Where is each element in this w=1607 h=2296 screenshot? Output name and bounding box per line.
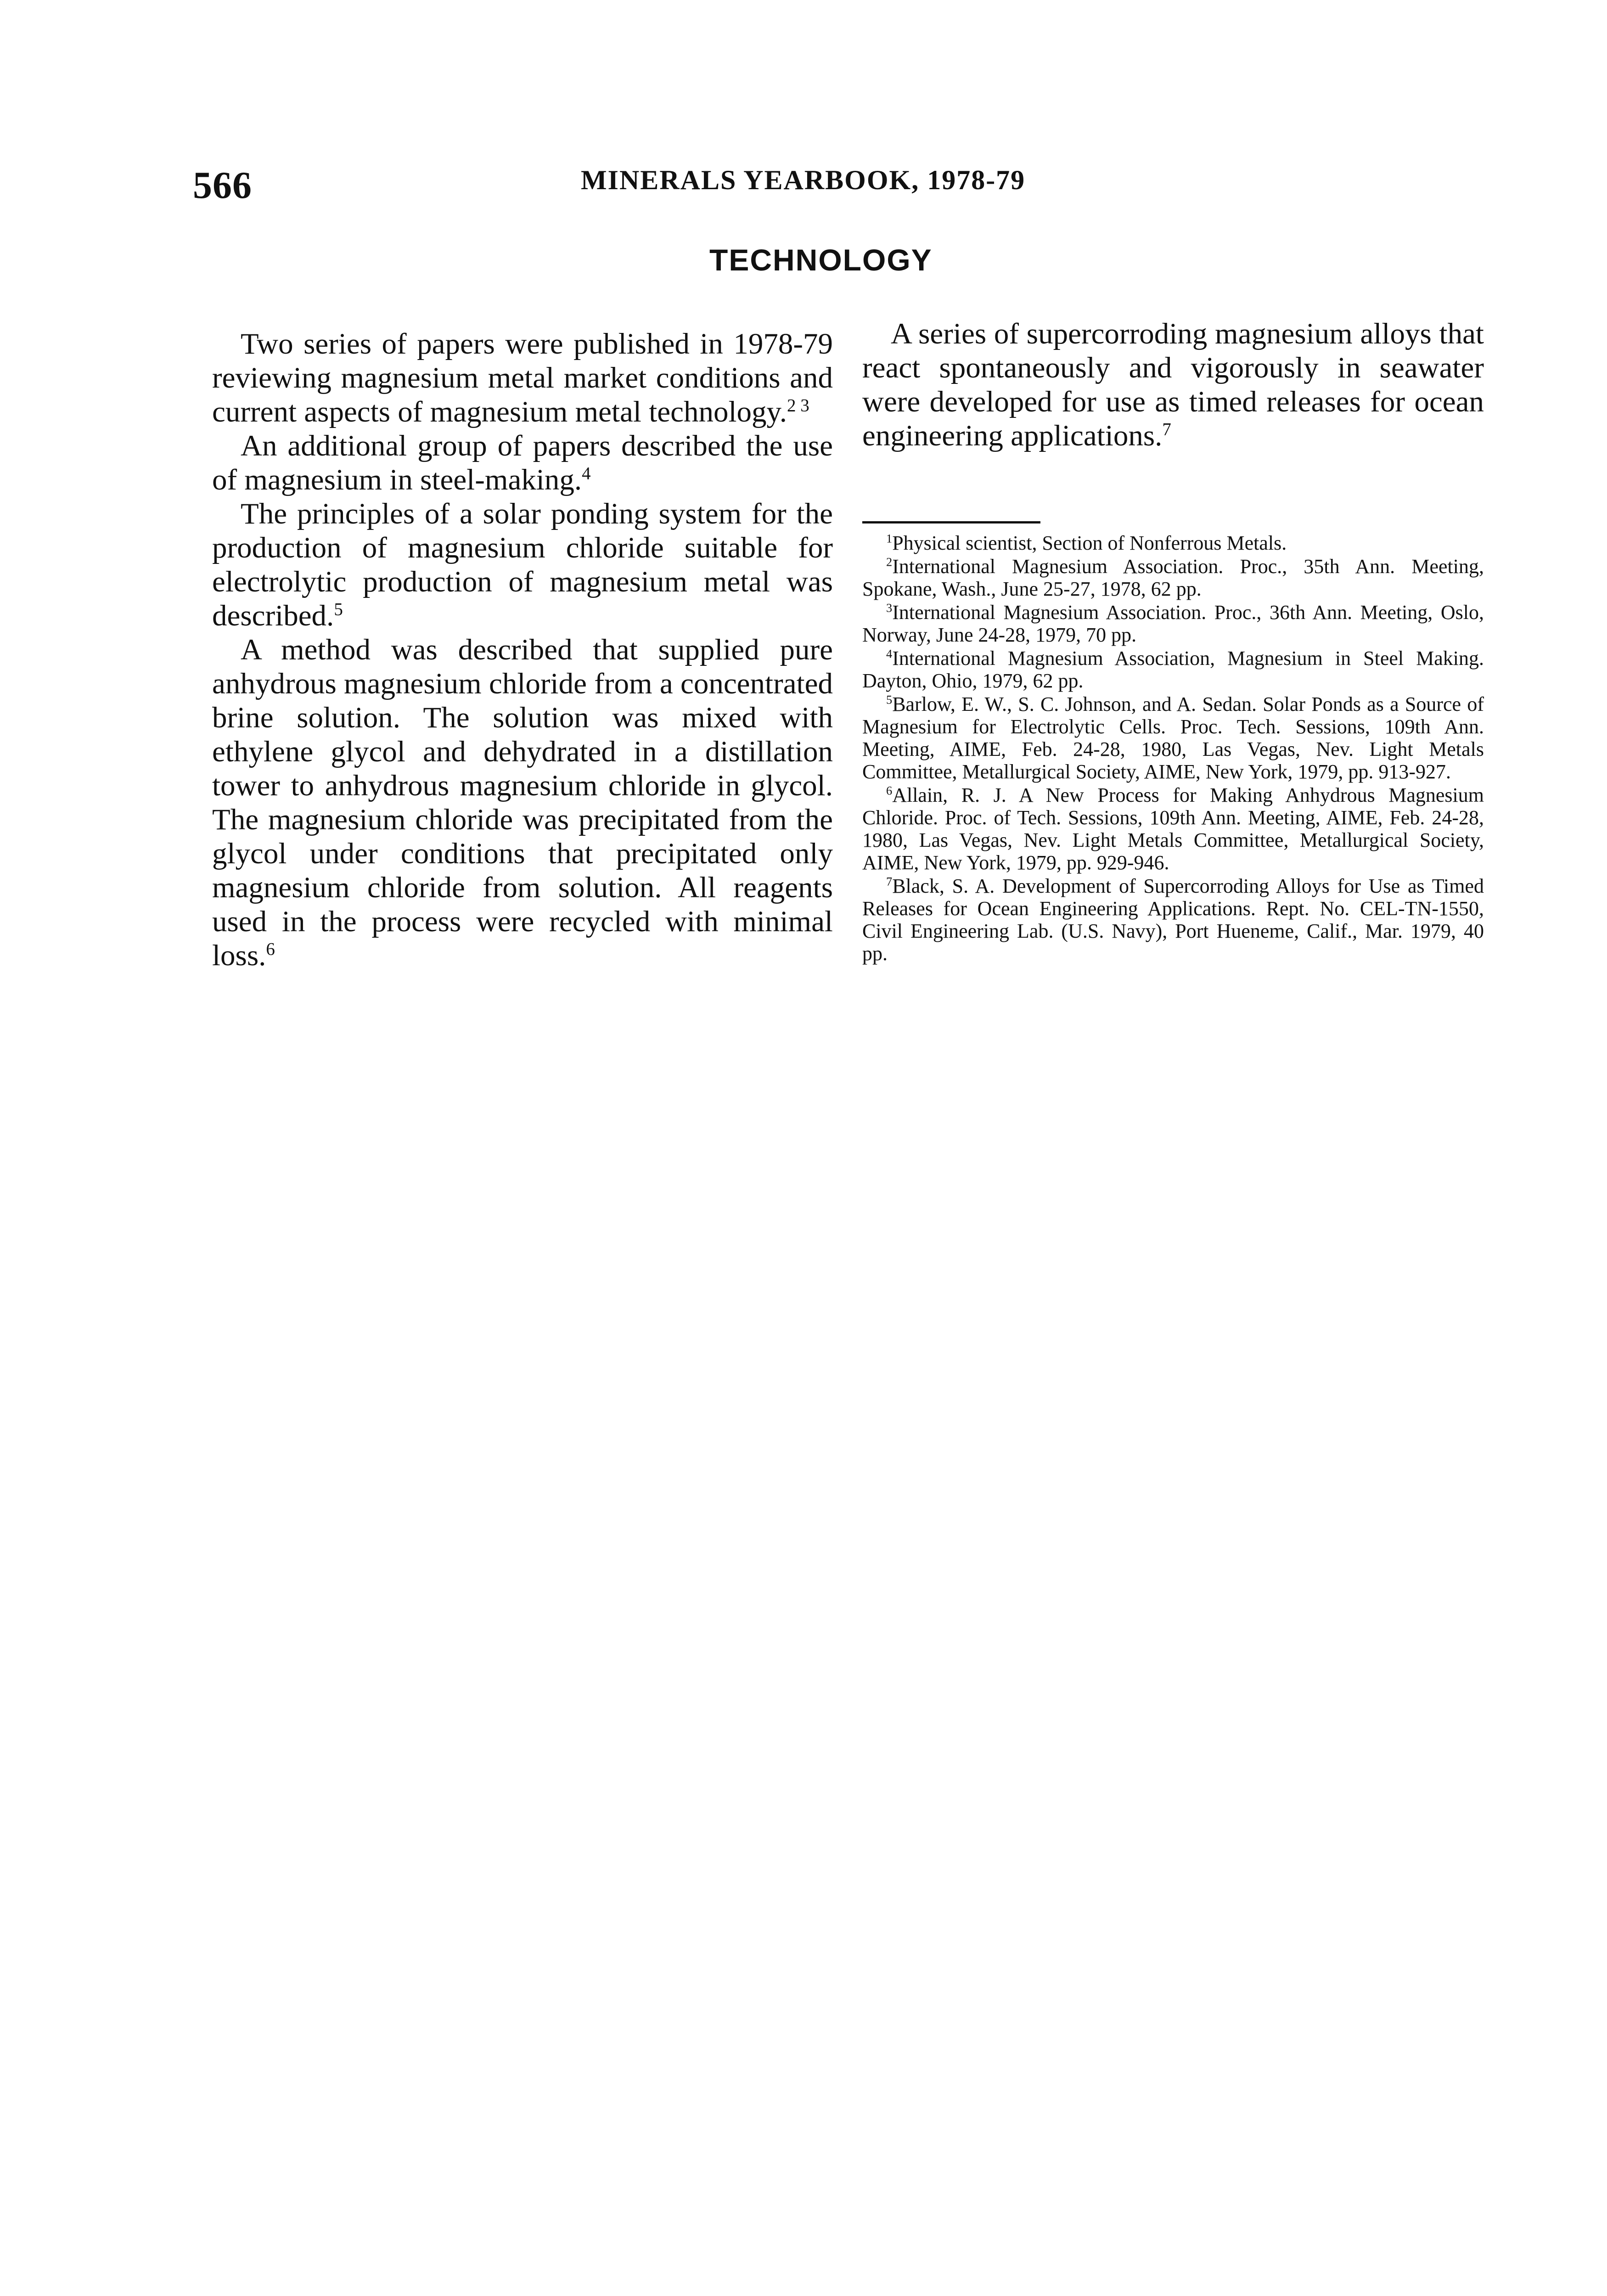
footnote-text: Barlow, E. W., S. C. Johnson, and A. Sedan. Solar Ponds as a Source of Magnesium for Electrolytic Cells. Proc. Tech. Sessions, 109th Ann. Meeting, AIME, Feb. 24-28, 1980, Las Vegas, Nev. Light Metals Committee, Metallurgical Society, AIME, New York, 1979, pp. 913-927. (862, 693, 1484, 783)
footnote (862, 532, 1484, 554)
paragraph (212, 497, 833, 633)
footnote-number: 2 (886, 555, 893, 569)
footnote-ref: 4 (582, 463, 591, 484)
footnote-text: Black, S. A. Development of Supercorroding Alloys for Use as Timed Releases for Ocean Engineering Applications. Rept. No. CEL-TN-1550, Civil Engineering Lab. (U.S. Navy), Port Hueneme, Calif., Mar. 1979, 40 pp. (862, 875, 1484, 965)
right-column (862, 317, 1484, 453)
footnote (862, 601, 1484, 646)
paragraph (212, 327, 833, 429)
footnote-number: 6 (886, 783, 893, 798)
footnote-text: International Magnesium Association, Magnesium in Steel Making. Dayton, Ohio, 1979, 62 pp. (862, 647, 1484, 692)
paragraph-text: The principles of a solar ponding system for the production of magnesium chloride suitable for electrolytic production of magnesium metal was described. (212, 497, 833, 632)
paragraph-text: A method was described that supplied pure anhydrous magnesium chloride from a concentrated brine solution. The solution was mixed with ethylene glycol and dehydrated in a distillation tower to anhydrous magnesium chloride in glycol. The magnesium chloride was precipitated from the glycol under conditions that precipitated only magnesium chloride from solution. All reagents used in the process were recycled with minimal loss. (212, 633, 833, 972)
footnotes (862, 532, 1484, 966)
paragraph (212, 429, 833, 497)
paragraph (212, 633, 833, 973)
running-head: MINERALS YEARBOOK, 1978-79 (581, 165, 1026, 195)
paragraph-text: A series of supercorroding magnesium alloys that react spontaneously and vigorously in seawater were developed for use as timed releases for ocean engineering applications. (862, 317, 1484, 452)
footnote (862, 693, 1484, 783)
footnote-number: 4 (886, 647, 893, 661)
footnote-ref: 6 (266, 939, 275, 959)
footnote (862, 555, 1484, 600)
footnote-number: 5 (886, 692, 893, 707)
footnote-ref: 7 (1162, 419, 1171, 439)
footnote-text: International Magnesium Association. Proc., 36th Ann. Meeting, Oslo, Norway, June 24-28, 1979, 70 pp. (862, 601, 1484, 646)
footnote-ref: 2 3 (787, 395, 809, 416)
section-title: TECHNOLOGY (709, 243, 933, 277)
footnote-ref: 5 (334, 599, 343, 619)
footnote-text: International Magnesium Association. Proc., 35th Ann. Meeting, Spokane, Wash., June 25-27, 1978, 62 pp. (862, 555, 1484, 600)
paragraph-text: An additional group of papers described the use of magnesium in steel-making. (212, 429, 833, 496)
footnote (862, 647, 1484, 692)
paragraph (862, 317, 1484, 453)
footnote-text: Physical scientist, Section of Nonferrous Metals. (892, 532, 1287, 554)
footnote-number: 3 (886, 601, 893, 615)
page-number: 566 (193, 164, 252, 207)
footnote (862, 875, 1484, 965)
footnote-number: 1 (886, 531, 893, 546)
paragraph-text: Two series of papers were published in 1978-79 reviewing magnesium metal market conditions and current aspects of magnesium metal technology. (212, 327, 833, 428)
footnote-divider (862, 521, 1040, 523)
left-column (212, 327, 833, 973)
footnote-number: 7 (886, 874, 893, 889)
footnote-text: Allain, R. J. A New Process for Making Anhydrous Magnesium Chloride. Proc. of Tech. Sessions, 109th Ann. Meeting, AIME, Feb. 24-28, 1980, Las Vegas, Nev. Light Metals Committee, Metallurgical Society, AIME, New York, 1979, pp. 929-946. (862, 784, 1484, 874)
footnote (862, 784, 1484, 874)
